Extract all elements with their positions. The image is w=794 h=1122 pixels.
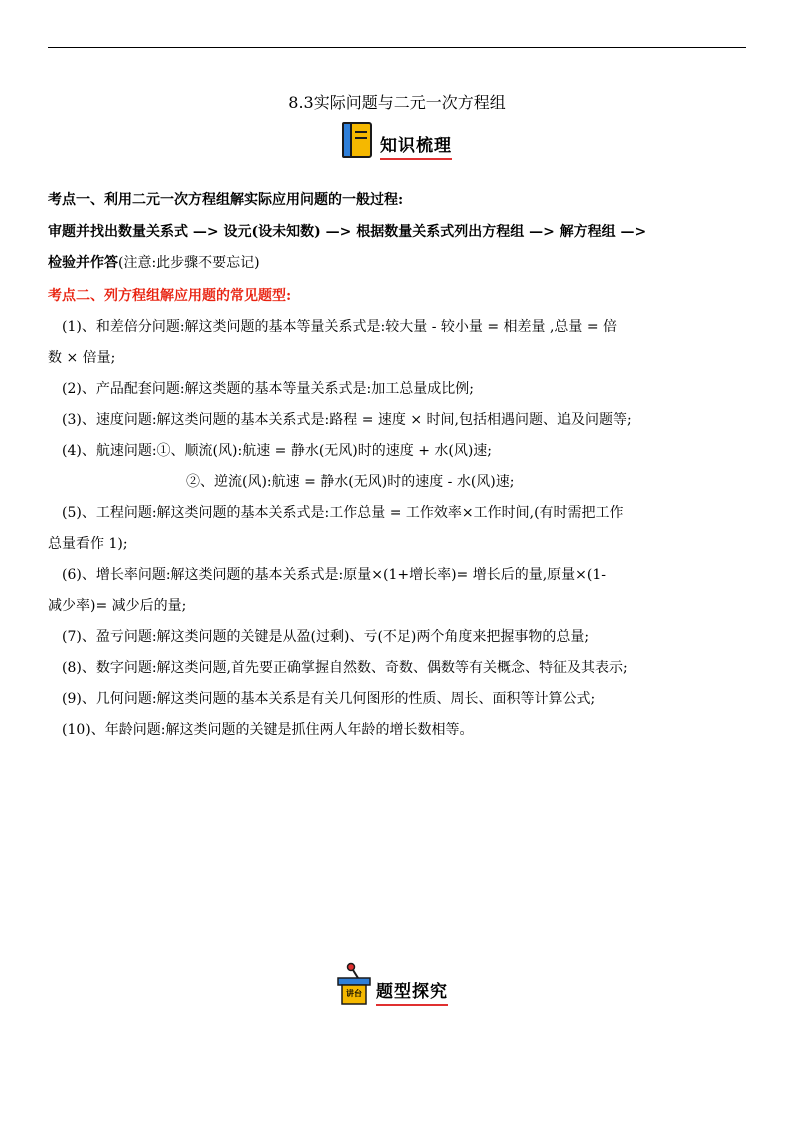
k2-item-7: (7)、盈亏问题:解这类问题的关键是从盈(过剩)、亏(不足)两个角度来把握事物的总量; [62,629,590,645]
k1-steps: 审题并找出数量关系式 —> 设元(设未知数) —> 根据数量关系式列出方程组 —> 解方程组 —> [48,224,647,240]
k2-item-4: (4)、航速问题:①、顺流(风):航速 = 静水(无风)时的速度 + 水(风)速; [62,443,493,459]
book-icon [342,122,374,160]
knowledge-section-title: 知识梳理 [380,131,452,160]
podium-label: 讲台 [346,989,362,998]
k1-steps-line2 [48,253,260,273]
explore-section-header [336,962,448,1006]
k1-verify-label: 检验并作答 [48,255,118,271]
k2-item-1-cont: 数 × 倍量; [48,350,116,366]
k2-item-1: (1)、和差倍分问题:解这类问题的基本等量关系式是:较大量 - 较小量 = 相差量 ,总量 = 倍 [62,319,618,335]
explore-section-title: 题型探究 [376,977,448,1006]
knowledge-section-header [342,122,452,160]
page-title: 8.3实际问题与二元一次方程组 [288,93,506,112]
k1-note: (注意:此步骤不要忘记) [118,255,260,271]
podium-icon [336,962,372,1006]
k2-item-2: (2)、产品配套问题:解这类题的基本等量关系式是:加工总量成比例; [62,381,474,397]
k2-item-3: (3)、速度问题:解这类问题的基本关系式是:路程 = 速度 × 时间,包括相遇问题、追及问题等; [62,412,632,428]
k2-item-4-cont: ②、逆流(风):航速 = 静水(无风)时的速度 - 水(风)速; [186,474,515,490]
k2-item-5: (5)、工程问题:解这类问题的基本关系式是:工作总量 = 工作效率×工作时间,(有时需把工作 [62,505,624,521]
k2-heading: 考点二、列方程组解应用题的常见题型: [48,288,292,304]
k2-item-6-cont: 减少率)= 减少后的量; [48,598,187,614]
k2-item-5-cont: 总量看作 1); [48,536,128,552]
k1-heading: 考点一、利用二元一次方程组解实际应用问题的一般过程: [48,192,404,208]
k2-item-9: (9)、几何问题:解这类问题的基本关系是有关几何图形的性质、周长、面积等计算公式; [62,691,596,707]
k2-item-10: (10)、年龄问题:解这类问题的关键是抓住两人年龄的增长数相等。 [62,722,474,738]
k2-item-8: (8)、数字问题:解这类问题,首先要正确掌握自然数、奇数、偶数等有关概念、特征及其表示; [62,660,628,676]
k2-item-6: (6)、增长率问题:解这类问题的基本关系式是:原量×(1+增长率)= 增长后的量,原量×(1- [62,567,607,583]
top-rule [48,47,746,48]
